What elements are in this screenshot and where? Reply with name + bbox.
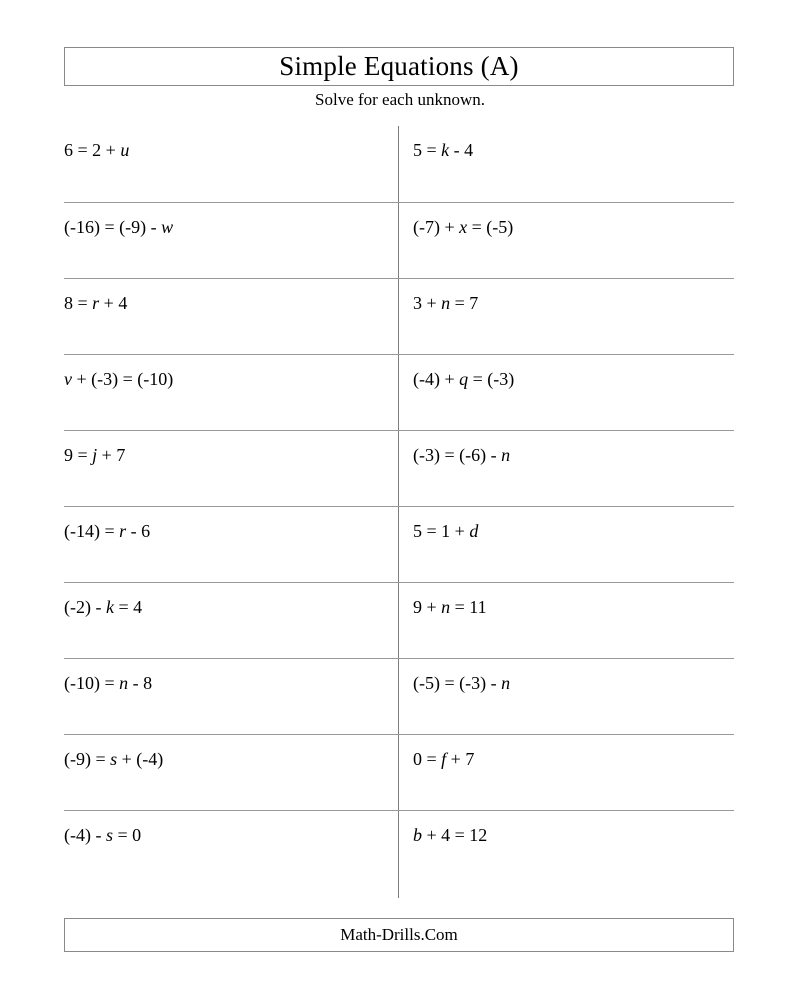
equation: 5 = 1 + d [413,521,479,541]
equation: 5 = k - 4 [413,140,474,160]
equation: (-10) = n - 8 [64,673,153,693]
footer-box [64,918,734,952]
footer-credit: Math-Drills.Com [340,925,458,944]
equation: (-16) = (-9) - w [64,217,174,237]
problems-grid [64,126,734,898]
problem-cell-right [399,279,734,355]
problem-cell-right [399,126,734,202]
title-box [64,47,734,86]
problem-cell-left [64,431,398,507]
problem-cell-left [64,507,398,583]
equation: 0 = f + 7 [413,749,475,769]
equation: 9 = j + 7 [64,445,126,465]
problem-cell-right [399,583,734,659]
equation: (-4) + q = (-3) [413,369,515,389]
equation: (-7) + x = (-5) [413,217,514,237]
equation: (-9) = s + (-4) [64,749,164,769]
equation: v + (-3) = (-10) [64,369,174,389]
equation: 9 + n = 11 [413,597,487,617]
equation: 8 = r + 4 [64,293,128,313]
page-title: Simple Equations (A) [279,51,519,81]
problem-row [64,202,734,278]
problem-row [64,506,734,582]
problem-row [64,658,734,734]
page-subtitle: Solve for each unknown. [315,90,485,109]
equation: (-4) - s = 0 [64,825,142,845]
problem-cell-left [64,583,398,659]
problem-cell-left [64,279,398,355]
equation: b + 4 = 12 [413,825,488,845]
equation: (-14) = r - 6 [64,521,151,541]
problem-cell-left [64,355,398,431]
equation: (-5) = (-3) - n [413,673,511,693]
problem-cell-right [399,431,734,507]
problem-cell-left [64,203,398,279]
equation: 3 + n = 7 [413,293,479,313]
problem-cell-left [64,811,398,887]
problem-cell-right [399,507,734,583]
problem-row [64,734,734,810]
problem-cell-left [64,659,398,735]
problem-cell-right [399,811,734,887]
problem-cell-left [64,126,398,202]
problem-cell-right [399,659,734,735]
problem-row [64,126,734,202]
problem-row [64,810,734,886]
problem-cell-right [399,355,734,431]
problem-row [64,430,734,506]
problem-cell-right [399,735,734,811]
problem-cell-left [64,735,398,811]
problem-row [64,354,734,430]
problem-row [64,582,734,658]
equation: (-2) - k = 4 [64,597,143,617]
equation: 6 = 2 + u [64,140,130,160]
problem-cell-right [399,203,734,279]
problem-row [64,278,734,354]
equation: (-3) = (-6) - n [413,445,511,465]
